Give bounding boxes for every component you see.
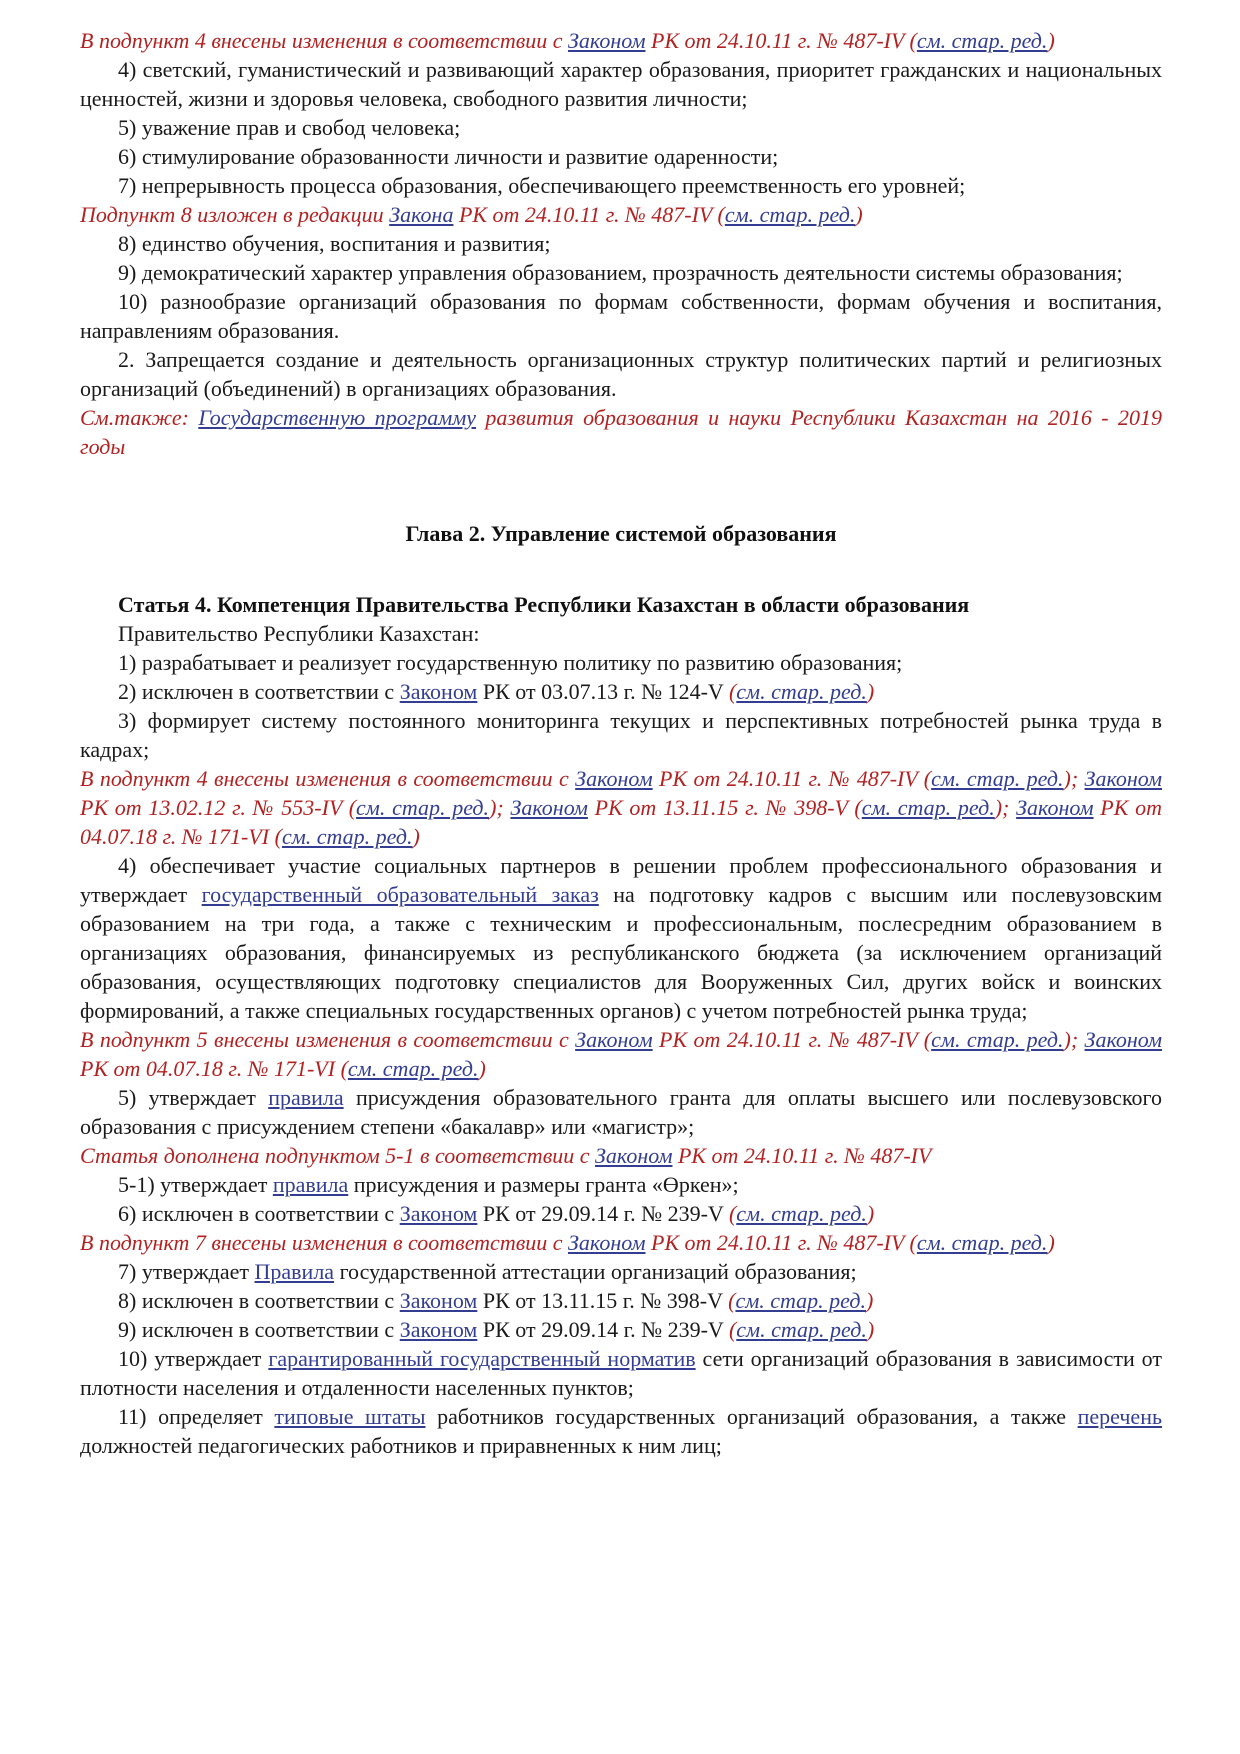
list-item-10 [80,287,1162,345]
text-run: присуждения образовательного гранта для оплаты высшего или послевузовского образования с присуждением степени «бакалавр» или «магистр»; [80,1085,1162,1139]
text-run: ) [866,1288,874,1313]
hyperlink[interactable]: см. стар. ред. [281,824,413,849]
text-run: Статья 4. Компетенция Правительства Республики Казахстан в области образования [118,592,970,617]
list-item-2 [80,677,1162,706]
text-run: РК от 29.09.14 г. № 239-V [477,1201,729,1226]
text-run: РК от 24.10.11 г. № 487-IV ( [453,202,725,227]
list-item-9b [80,1315,1162,1344]
text-run: РК от 24.10.11 г. № 487-IV ( [652,766,932,791]
hyperlink[interactable]: Государственную программу [198,405,477,430]
text-run: 11) определяет [118,1404,275,1429]
hyperlink[interactable]: см. стар. ред. [736,1201,867,1226]
text-run: Глава 2. Управление системой образования [405,521,837,546]
text-run: В подпункт 5 внесены изменения в соответствии с [80,1027,576,1052]
text-run: на подготовку кадров с высшим или послевузовским образованием на три года, а также с техническим и профессиональным, послесредним образованием в организациях образования, финансируемых из республиканского бюджета (за исключением организаций образования, осуществляющих подготовку специалистов для Вооруженных Сил, других войск и воинских формирований, а также специальных государственных органов) с учетом потребностей рынка труда; [80,882,1162,1023]
hyperlink[interactable]: Законом [510,795,588,820]
hyperlink[interactable]: см. стар. ред. [931,1027,1064,1052]
text-run: ); [489,795,511,820]
text-run: См.также: [80,405,199,430]
hyperlink[interactable]: Законом [1084,766,1163,791]
text-run: ) [855,202,863,227]
clause-2 [80,345,1162,403]
text-run: РК от 29.09.14 г. № 239-V [477,1317,729,1342]
hyperlink[interactable]: государственный образовательный заказ [201,882,599,907]
text-run: ) [478,1056,486,1081]
amendment-note [80,1228,1162,1257]
hyperlink[interactable]: Законом [399,1317,478,1342]
text-run: присуждения и размеры гранта «Өркен»; [348,1172,739,1197]
text-run: ) [866,679,875,704]
text-run: 9) демократический характер управления образованием, прозрачность деятельности системы образования; [118,260,1123,285]
text-run: государственной аттестации организаций образования; [334,1259,857,1284]
text-run: ); [1063,766,1085,791]
list-item-11 [80,1402,1162,1460]
text-run: РК от 04.07.18 г. № 171-VI ( [80,795,1162,849]
hyperlink[interactable]: правила [268,1085,344,1110]
hyperlink[interactable]: Законом [399,679,478,704]
hyperlink[interactable]: Законом [399,1201,478,1226]
text-run: В подпункт 4 внесены изменения в соответствии с [80,766,576,791]
hyperlink[interactable]: Правила [254,1259,335,1284]
chapter-heading [80,519,1162,548]
text-run: развития образования и науки Республики Казахстан на 2016 - 2019 годы [80,405,1162,459]
hyperlink[interactable]: см. стар. ред. [347,1056,479,1081]
text-run: 1) разрабатывает и реализует государственную политику по развитию образования; [118,650,903,675]
list-item-5b [80,1083,1162,1141]
list-item-5 [80,113,1162,142]
hyperlink[interactable]: см. стар. ред. [736,1317,867,1342]
text-run: ) [1047,1230,1055,1255]
hyperlink[interactable]: перечень [1077,1404,1162,1429]
hyperlink[interactable]: см. стар. ред. [724,202,856,227]
hyperlink[interactable]: Законом [1084,1027,1163,1052]
hyperlink[interactable]: Законом [568,28,646,53]
text-run: 6) исключен в соответствии с [118,1201,400,1226]
text-run: РК от 03.07.13 г. № 124-V [477,679,729,704]
hyperlink[interactable]: см. стар. ред. [735,1288,867,1313]
list-item-4b [80,851,1162,1025]
list-item-8 [80,229,1162,258]
text-run: РК от 13.11.15 г. № 398-V [477,1288,729,1313]
text-run: Подпункт 8 изложен в редакции [80,202,390,227]
list-item-6 [80,142,1162,171]
text-run: РК от 24.10.11 г. № 487-IV ( [645,1230,917,1255]
text-run: 7) непрерывность процесса образования, обеспечивающего преемственность его уровней; [118,173,966,198]
list-item-1 [80,648,1162,677]
text-run: РК от 13.02.12 г. № 553-IV ( [80,795,357,820]
intro-line [80,619,1162,648]
hyperlink[interactable]: Закона [389,202,454,227]
text-run: 5-1) утверждает [118,1172,273,1197]
text-run: 7) утверждает [118,1259,255,1284]
text-run: ) [866,1201,875,1226]
text-run: 10) утверждает [118,1346,269,1371]
document-body [80,26,1162,1460]
hyperlink[interactable]: гарантированный государственный норматив [268,1346,696,1371]
amendment-note [80,200,1162,229]
text-run: ); [1063,1027,1085,1052]
text-run: ) [1047,28,1055,53]
text-run: РК от 13.11.15 г. № 398-V ( [587,795,862,820]
text-run: РК от 24.10.11 г. № 487-IV ( [652,1027,932,1052]
text-run: ( [728,679,737,704]
hyperlink[interactable]: Законом [595,1143,673,1168]
text-run: работников государственных организаций образования, а также [425,1404,1078,1429]
hyperlink[interactable]: Законом [575,766,653,791]
text-run: 8) единство обучения, воспитания и развития; [118,231,551,256]
amendment-note [80,26,1162,55]
text-run: 6) стимулирование образованности личности и развитие одаренности; [118,144,779,169]
text-run: 9) исключен в соответствии с [118,1317,400,1342]
text-run: сети организаций образования в зависимости от плотности населения и отдаленности населенных пунктов; [80,1346,1162,1400]
text-run: РК от 04.07.18 г. № 171-VI ( [80,1056,348,1081]
text-run: В подпункт 4 внесены изменения в соответствии с [80,28,569,53]
amendment-note [80,1141,1162,1170]
list-item-9 [80,258,1162,287]
text-run: ); [994,795,1017,820]
text-run: 5) уважение прав и свобод человека; [118,115,461,140]
text-run: 2. Запрещается создание и деятельность организационных структур политических партий и религиозных организаций (объединений) в организациях образования. [80,347,1162,401]
hyperlink[interactable]: Законом [1016,795,1094,820]
text-run: В подпункт 7 внесены изменения в соответствии с [80,1230,569,1255]
amendment-note [80,764,1162,851]
list-item-10b [80,1344,1162,1402]
text-run: Правительство Республики Казахстан: [118,621,480,646]
hyperlink[interactable]: см. стар. ред. [931,766,1064,791]
hyperlink[interactable]: Законом [575,1027,653,1052]
text-run: 2) исключен в соответствии с [118,679,400,704]
list-item-6b [80,1199,1162,1228]
list-item-7b [80,1257,1162,1286]
text-run: Статья дополнена подпунктом 5-1 в соответствии с [80,1143,596,1168]
article-heading [80,590,1162,619]
text-run: РК от 24.10.11 г. № 487-IV ( [645,28,917,53]
text-run: 4) обеспечивает участие социальных партнеров в решении проблем профессионального образования и утверждает [80,853,1162,907]
hyperlink[interactable]: Законом [568,1230,646,1255]
text-run: ( [728,1317,737,1342]
list-item-5-1 [80,1170,1162,1199]
text-run: ( [728,1201,737,1226]
hyperlink[interactable]: типовые штаты [274,1404,426,1429]
hyperlink[interactable]: см. стар. ред. [356,795,490,820]
list-item-8b [80,1286,1162,1315]
text-run: 4) светский, гуманистический и развивающий характер образования, приоритет гражданских и национальных ценностей, жизни и здоровья человека, свободного развития личности; [80,57,1162,111]
amendment-note [80,1025,1162,1083]
text-run: 10) разнообразие организаций образования по формам собственности, формам обучения и воспитания, направлениям образования. [80,289,1162,343]
hyperlink[interactable]: см. стар. ред. [861,795,995,820]
text-run: 8) исключен в соответствии с [118,1288,400,1313]
text-run: должностей педагогических работников и приравненных к ним лиц; [80,1433,722,1458]
text-run: 5) утверждает [118,1085,269,1110]
text-run: ) [866,1317,875,1342]
list-item-7 [80,171,1162,200]
hyperlink[interactable]: см. стар. ред. [916,28,1048,53]
list-item-4 [80,55,1162,113]
text-run: ) [412,824,420,849]
hyperlink[interactable]: см. стар. ред. [916,1230,1048,1255]
text-run: 3) формирует систему постоянного мониторинга текущих и перспективных потребностей рынка труда в кадрах; [80,708,1162,762]
list-item-3 [80,706,1162,764]
see-also-note [80,403,1162,461]
text-run: ( [728,1288,736,1313]
hyperlink[interactable]: Законом [399,1288,478,1313]
hyperlink[interactable]: см. стар. ред. [736,679,867,704]
text-run: РК от 24.10.11 г. № 487-IV [672,1143,932,1168]
hyperlink[interactable]: правила [272,1172,349,1197]
